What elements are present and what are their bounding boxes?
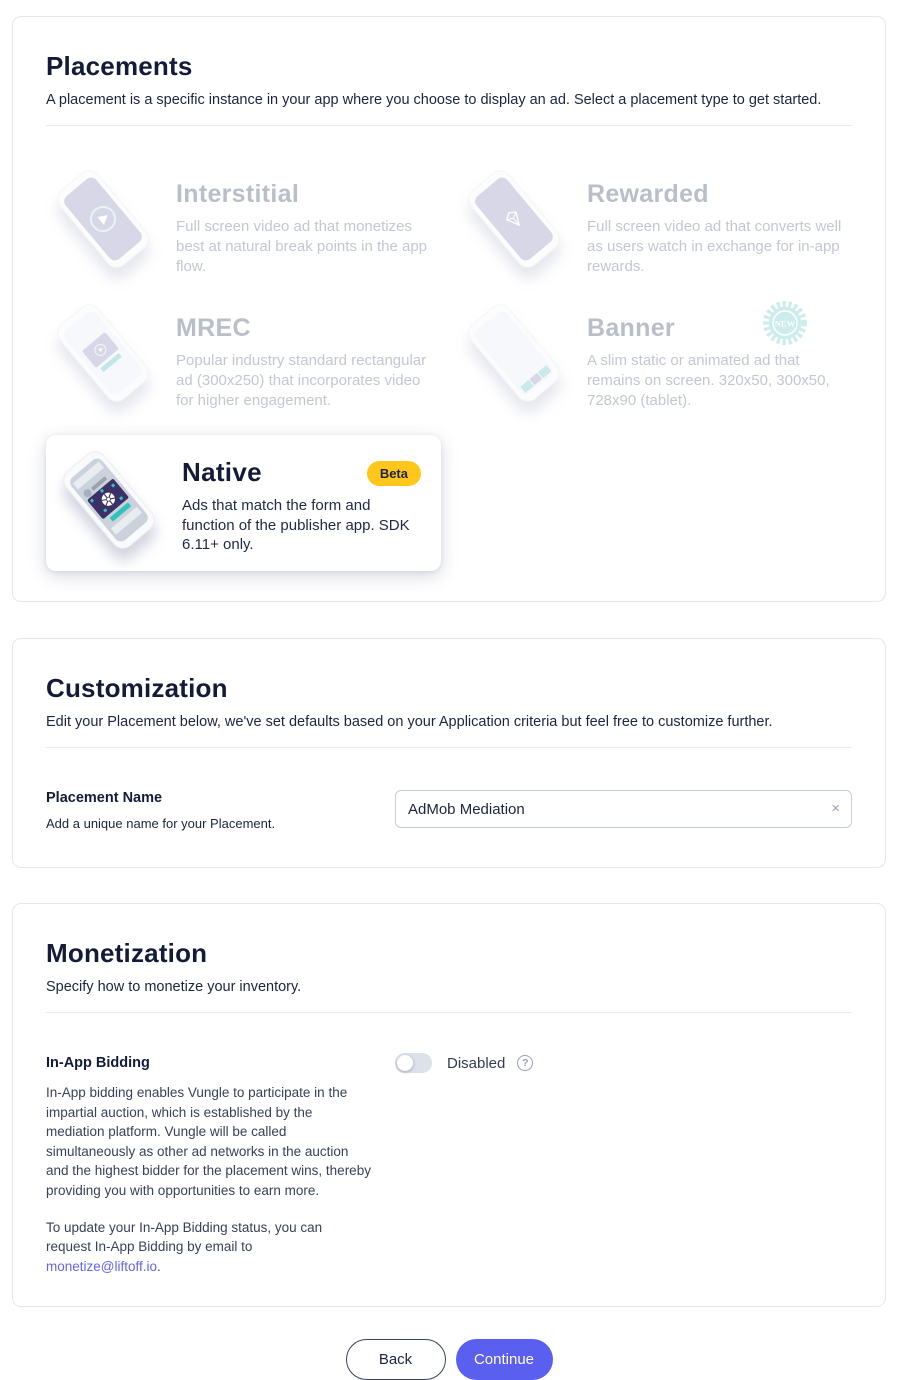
placements-card (12, 16, 886, 602)
placement-type-banner[interactable] (457, 300, 852, 410)
type-title-native: Native (182, 456, 262, 487)
placements-subtitle: A placement is a specific instance in your app where you choose to display an ad. Select a placement type to get started. (46, 92, 822, 108)
type-desc-native: Ads that match the form and function of the publisher app. SDK 6.11+ only. (182, 496, 410, 554)
type-title-mrec: MREC (176, 314, 251, 343)
interstitial-phone-illustration (46, 166, 176, 272)
rewarded-phone-illustration (457, 166, 587, 272)
placement-name-label: Placement Name (46, 790, 163, 807)
clear-icon[interactable]: × (831, 800, 840, 818)
continue-button[interactable]: Continue (456, 1339, 553, 1380)
mrec-phone-illustration (46, 300, 176, 406)
in-app-bidding-status: Disabled (447, 1054, 506, 1072)
divider (46, 125, 852, 126)
help-icon[interactable]: ? (517, 1055, 533, 1071)
beta-badge: Beta (367, 461, 421, 486)
play-icon (85, 201, 122, 238)
type-desc-interstitial: Full screen video ad that monetizes best at natural break points in the app flow. (176, 218, 428, 275)
divider (46, 1012, 852, 1013)
monetize-email-link[interactable]: monetize@liftoff.io (46, 1258, 158, 1274)
type-title-banner: Banner (587, 314, 675, 343)
in-app-bidding-note: To update your In-App Bidding status, you can request In-App Bidding by email to monetize@liftoff.io. (46, 1219, 323, 1274)
placement-name-input[interactable] (395, 790, 852, 828)
native-phone-illustration (52, 447, 182, 553)
placement-name-row (46, 790, 852, 831)
in-app-bidding-row (46, 1055, 852, 1276)
new-badge (762, 300, 808, 346)
native-ad-icon (67, 456, 150, 545)
placements-title: Placements (46, 51, 193, 81)
monetization-title: Monetization (46, 938, 208, 969)
placement-type-native[interactable] (46, 435, 441, 571)
in-app-bidding-description: In-App bidding enables Vungle to participate in the impartial auction, which is established by the mediation platform. Vungle will be called simultaneously as other ad networks in the auction and the highest bidder for the placement wins, thereby providing you with opportunities to earn more. (46, 1085, 371, 1198)
placement-type-interstitial[interactable] (46, 166, 441, 276)
toggle-knob (397, 1055, 413, 1071)
in-app-bidding-label: In-App Bidding (46, 1055, 150, 1072)
banner-ad-icon (520, 365, 551, 393)
footer-actions (0, 1339, 898, 1380)
placement-type-grid (46, 166, 852, 571)
banner-phone-illustration (457, 300, 587, 406)
type-title-interstitial: Interstitial (176, 180, 300, 208)
type-desc-rewarded: Full screen video ad that converts well as users watch in exchange for in-app rewards. (587, 218, 842, 275)
back-button[interactable]: Back (346, 1339, 446, 1380)
type-title-rewarded: Rewarded (587, 180, 709, 208)
monetization-card (12, 903, 886, 1307)
gem-icon (501, 206, 528, 233)
placement-name-help: Add a unique name for your Placement. (46, 816, 276, 832)
placement-type-mrec[interactable] (46, 300, 441, 410)
customization-subtitle: Edit your Placement below, we've set defaults based on your Application criteria but feel free to customize further. (46, 714, 773, 731)
type-desc-mrec: Popular industry standard rectangular ad (300x250) that incorporates video for higher engagement. (176, 352, 427, 409)
shutter-icon (97, 487, 120, 510)
in-app-bidding-toggle[interactable] (395, 1053, 432, 1073)
customization-card (12, 638, 886, 868)
svg-text:NEW: NEW (774, 318, 796, 329)
monetization-subtitle: Specify how to monetize your inventory. (46, 979, 302, 996)
divider (46, 747, 852, 748)
placement-type-rewarded[interactable] (457, 166, 852, 276)
customization-title: Customization (46, 673, 228, 704)
type-desc-banner: A slim static or animated ad that remains on screen. 320x50, 300x50, 728x90 (tablet). (587, 352, 830, 409)
